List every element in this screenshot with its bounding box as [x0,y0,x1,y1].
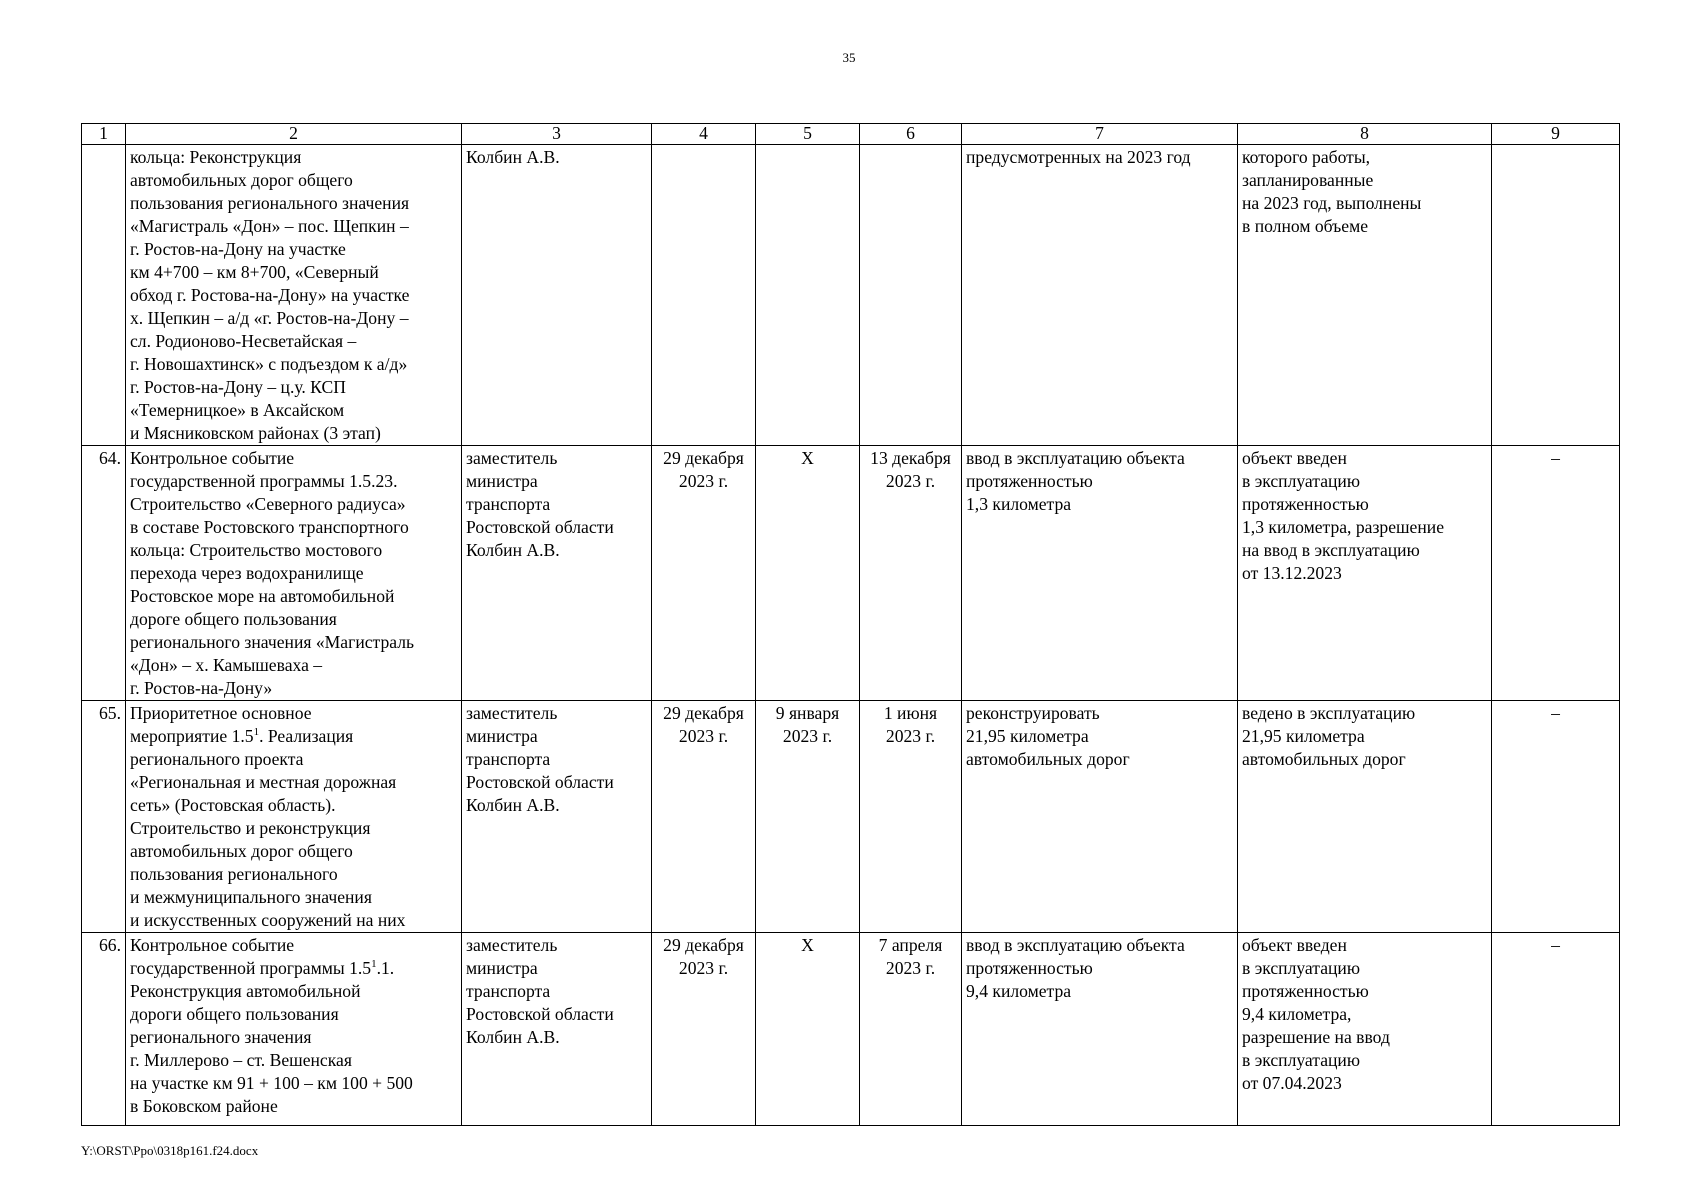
row-number [82,145,126,446]
event-name: кольца: Реконструкция автомобильных дорог общего пользования регионального значения «Магистраль «Дон» – пос. Щепкин – г. Ростов-на-Дону на участке км 4+700 – км 8+700, «Северный обход г. Ростова-на-Дону» на участке х. Щепкин – а/д «г. Ростов-на-Дону – сл. Родионово-Несветайская – г. Новошахтинск» с подъездом к а/д» г. Ростов-на-Дону – ц.у. КСП «Темерницкое» в Аксайском и Мясниковском районах (3 этап) [126,145,462,446]
column-header: 5 [756,124,860,145]
actual-result: ведено в эксплуатацию 21,95 километра автомобильных дорог [1238,701,1492,933]
planned-date: 29 декабря 2023 г. [652,933,756,1126]
start-date: Х [756,446,860,701]
column-header: 6 [860,124,962,145]
file-path-footer: Y:\ORST\Ppo\0318p161.f24.docx [81,1143,259,1158]
table-row [82,446,1620,701]
page-number: 35 [842,50,856,65]
planned-date: 29 декабря 2023 г. [652,701,756,933]
expected-result: ввод в эксплуатацию объекта протяженностью 1,3 километра [962,446,1238,701]
start-date: Х [756,933,860,1126]
column-header: 7 [962,124,1238,145]
event-name [126,933,462,1126]
responsible-person: заместитель министра транспорта Ростовской области Колбин А.В. [462,701,652,933]
expected-result: ввод в эксплуатацию объекта протяженностью 9,4 километра [962,933,1238,1126]
event-name [126,701,462,933]
column-header: 4 [652,124,756,145]
row-number: 66. [82,933,126,1126]
event-name: Контрольное событие государственной программы 1.5.23. Строительство «Северного радиуса» в составе Ростовского транспортного кольца: Строительство мостового перехода через водохранилище Ростовское море на автомобильной дороге общего пользования регионального значения «Магистраль «Дон» – х. Камышеваха – г. Ростов-на-Дону» [126,446,462,701]
actual-result: которого работы, запланированные на 2023 год, выполнены в полном объеме [1238,145,1492,446]
actual-date [860,145,962,446]
notes: – [1492,446,1620,701]
event-name-part: Контрольное событие государственной программы 1.5 [130,935,372,978]
table-row [82,145,1620,446]
planned-date: 29 декабря 2023 г. [652,446,756,701]
responsible-person: Колбин А.В. [462,145,652,446]
responsible-person: заместитель министра транспорта Ростовской области Колбин А.В. [462,933,652,1126]
superscript: 1 [253,726,260,739]
actual-date: 1 июня 2023 г. [860,701,962,933]
event-name-part: Приоритетное основное мероприятие 1.5 [130,703,312,746]
column-header: 3 [462,124,652,145]
actual-date: 13 декабря 2023 г. [860,446,962,701]
column-header: 1 [82,124,126,145]
planned-date [652,145,756,446]
expected-result: реконструировать 21,95 километра автомобильных дорог [962,701,1238,933]
superscript: 1 [371,958,377,971]
notes: – [1492,933,1620,1126]
column-number-row [82,124,1620,145]
column-header: 8 [1238,124,1492,145]
actual-date: 7 апреля 2023 г. [860,933,962,1126]
notes: – [1492,701,1620,933]
expected-result: предусмотренных на 2023 год [962,145,1238,446]
start-date: 9 января 2023 г. [756,701,860,933]
column-header: 9 [1492,124,1620,145]
actual-result: объект введен в эксплуатацию протяженностью 1,3 километра, разрешение на ввод в эксплуатацию от 13.12.2023 [1238,446,1492,701]
responsible-person: заместитель министра транспорта Ростовской области Колбин А.В. [462,446,652,701]
table-row [82,701,1620,933]
actual-result: объект введен в эксплуатацию протяженностью 9,4 километра, разрешение на ввод в эксплуатацию от 07.04.2023 [1238,933,1492,1126]
table-row [82,933,1620,1126]
column-header: 2 [126,124,462,145]
event-name-part: .1. Реконструкция автомобильной дороги общего пользования регионального значения г. Миллерово – ст. Вешенская на участке км 91 + 100 – км 100 + 500 в Боковском районе [130,958,413,1116]
start-date [756,145,860,446]
row-number: 65. [82,701,126,933]
event-table [81,123,1620,1126]
event-name-part: . Реализация регионального проекта «Региональная и местная дорожная сеть» (Ростовская область). Строительство и реконструкция автомобильных дорог общего пользования регионального и межмуниципального значения и искусственных сооружений на них [130,726,406,930]
row-number: 64. [82,446,126,701]
notes [1492,145,1620,446]
